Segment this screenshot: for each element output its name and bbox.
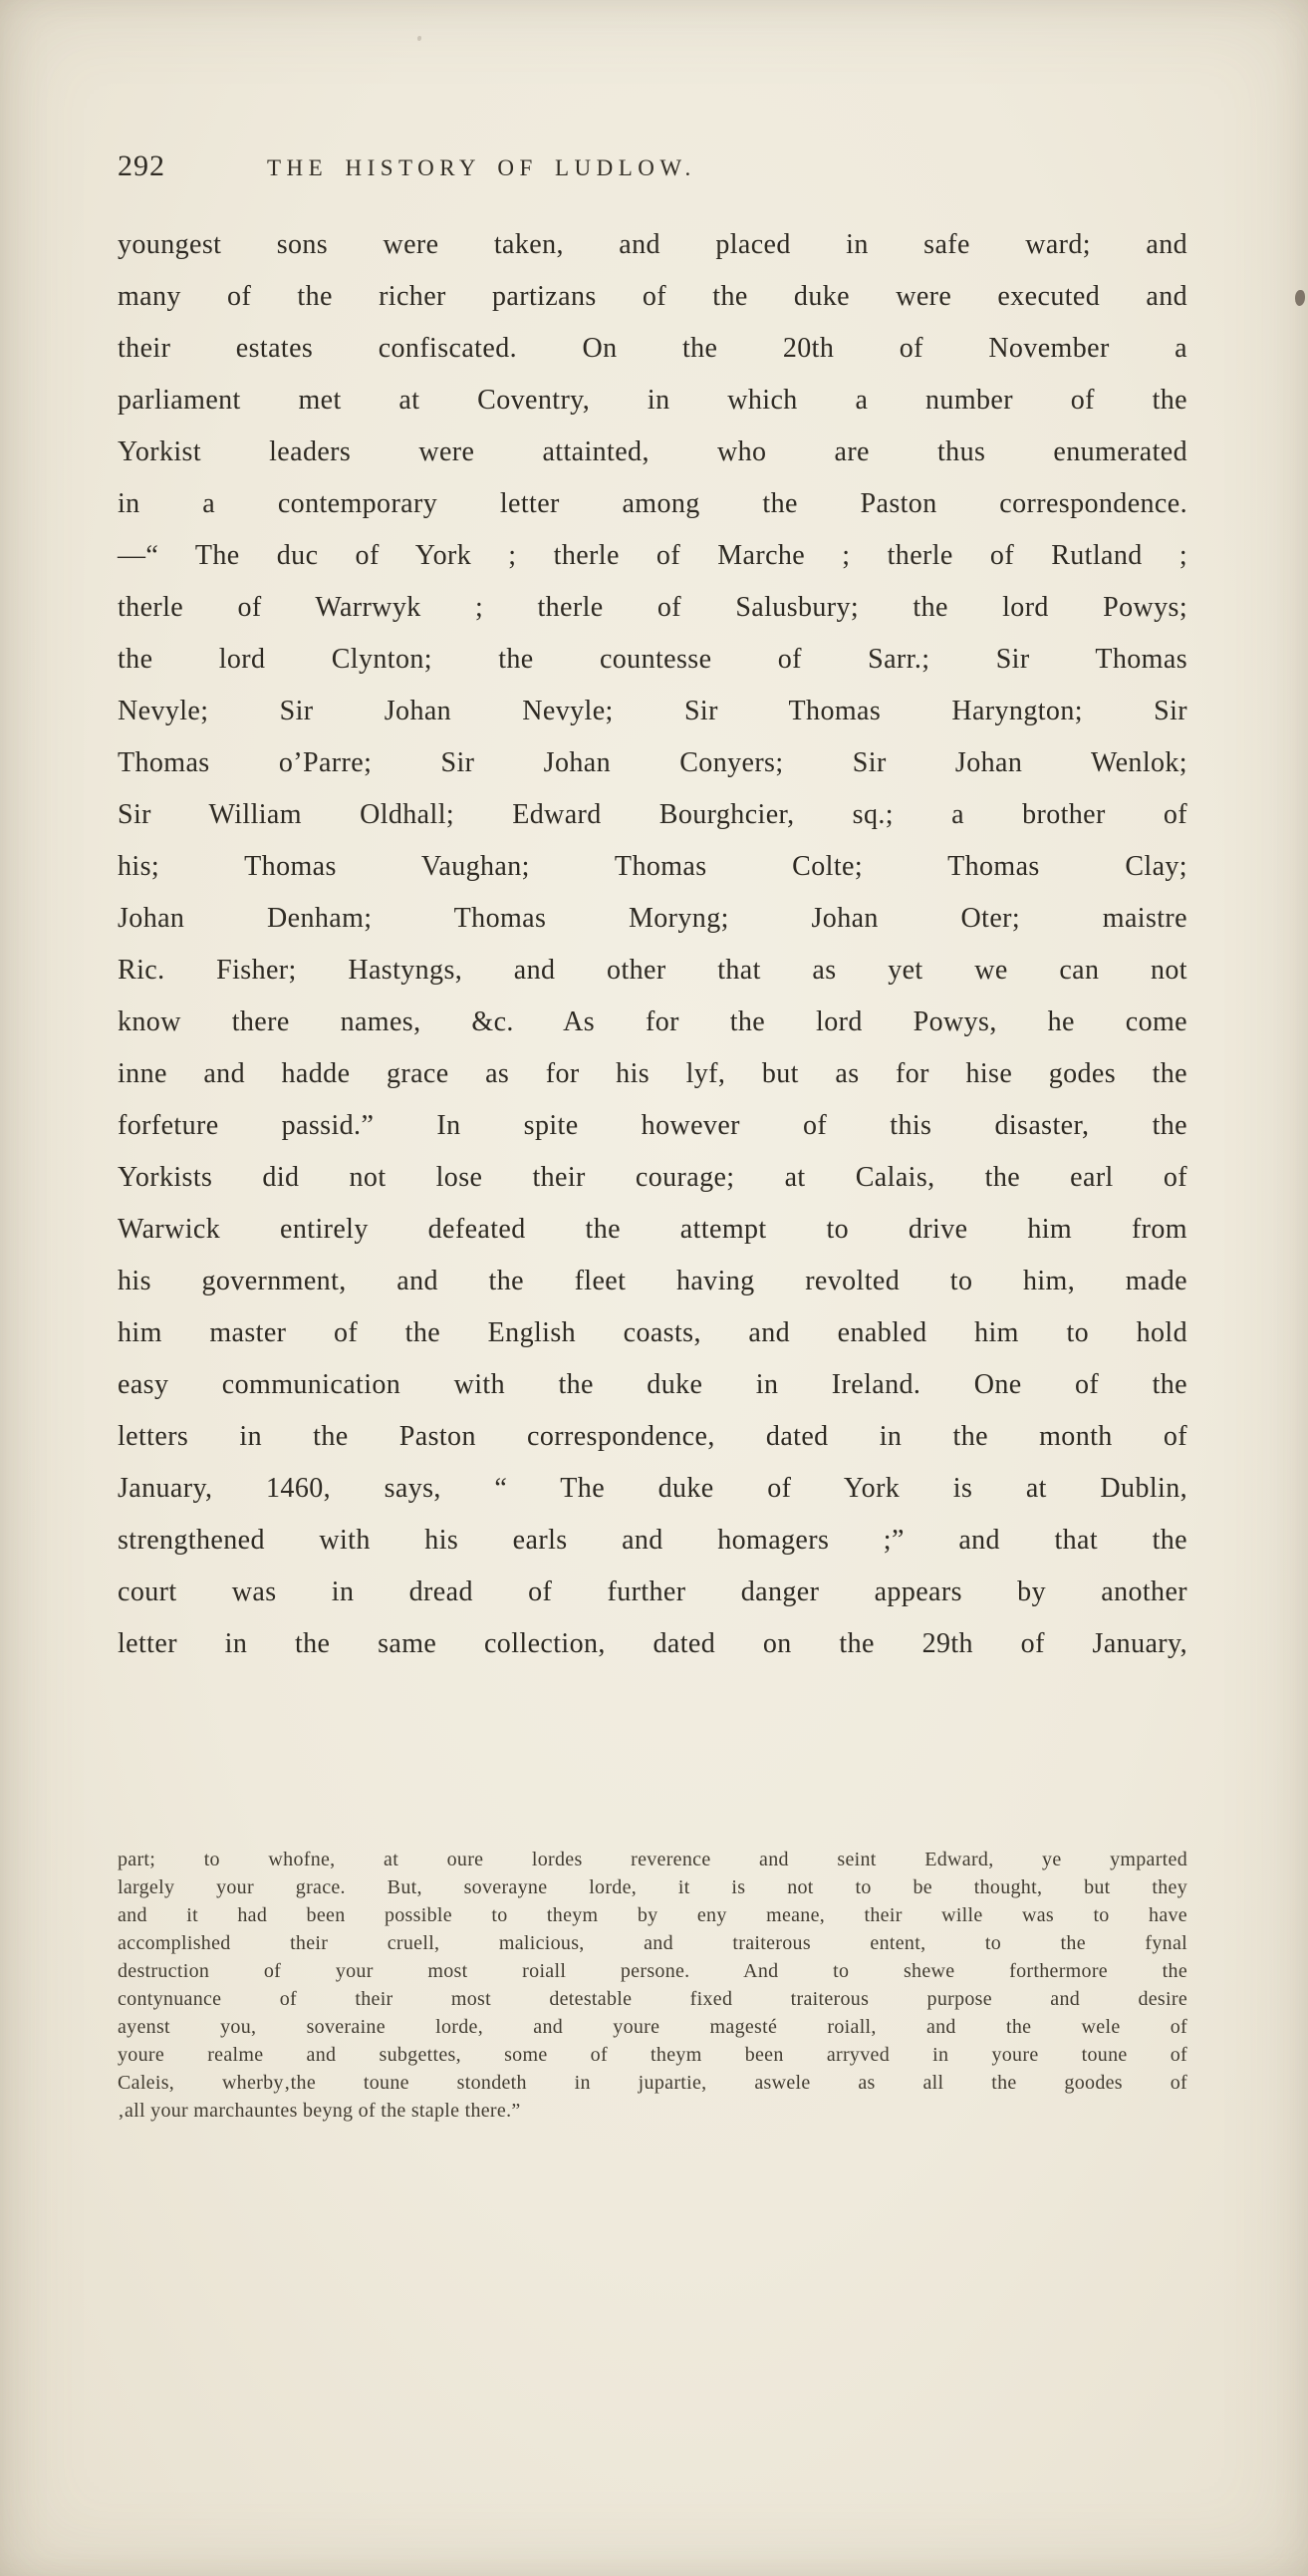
- body-text-line: letter in the same collection, dated on the 29th of January,: [118, 1628, 1187, 1659]
- page-header: [118, 149, 1187, 193]
- footnote-line: ‚all your marchauntes beyng of the staple there.”: [118, 2100, 521, 2122]
- body-text-line: Yorkists did not lose their courage; at Calais, the earl of: [118, 1162, 1187, 1193]
- body-text-line: —“ The duc of York ; therle of Marche ; therle of Rutland ;: [118, 540, 1187, 571]
- body-text-line: Warwick entirely defeated the attempt to drive him from: [118, 1214, 1187, 1245]
- body-text-line: the lord Clynton; the countesse of Sarr.; Sir Thomas: [118, 644, 1187, 675]
- body-text-line: his government, and the fleet having revolted to him, made: [118, 1266, 1187, 1296]
- body-text-line: court was in dread of further danger appears by another: [118, 1576, 1187, 1607]
- footnote-line: destruction of your most roiall persone. And to shewe forthermore the: [118, 1960, 1187, 1982]
- scan-speck: [1295, 290, 1305, 306]
- page-number: 292: [118, 149, 165, 182]
- body-text-line: many of the richer partizans of the duke were executed and: [118, 281, 1187, 312]
- footnote-line: Caleis, wherby‚the toune stondeth in jupartie, aswele as all the goodes of: [118, 2072, 1187, 2094]
- body-text-line: Johan Denham; Thomas Moryng; Johan Oter; maistre: [118, 903, 1187, 934]
- body-text-line: parliament met at Coventry, in which a number of the: [118, 385, 1187, 416]
- body-text-line: Sir William Oldhall; Edward Bourghcier, sq.; a brother of: [118, 799, 1187, 830]
- body-text-line: Thomas o’Parre; Sir Johan Conyers; Sir Johan Wenlok;: [118, 747, 1187, 778]
- footnote: [118, 1846, 1187, 2125]
- body-text-line: his; Thomas Vaughan; Thomas Colte; Thomas Clay;: [118, 851, 1187, 882]
- footnote-line: youre realme and subgettes, some of theym been arryved in youre toune of: [118, 2044, 1187, 2066]
- body-text-line: inne and hadde grace as for his lyf, but as for hise godes the: [118, 1058, 1187, 1089]
- footnote-line: part; to whofne, at oure lordes reverence and seint Edward, ye ymparted: [118, 1849, 1187, 1870]
- body-text-line: youngest sons were taken, and placed in safe ward; and: [118, 229, 1187, 260]
- body-text-line: know there names, &c. As for the lord Powys, he come: [118, 1006, 1187, 1037]
- running-title: THE HISTORY OF LUDLOW.: [267, 155, 696, 180]
- body-text-line: their estates confiscated. On the 20th of November a: [118, 333, 1187, 364]
- body-text-line: Ric. Fisher; Hastyngs, and other that as yet we can not: [118, 955, 1187, 986]
- body-text-line: letters in the Paston correspondence, dated in the month of: [118, 1421, 1187, 1452]
- body-text-line: January, 1460, says, “ The duke of York is at Dublin,: [118, 1473, 1187, 1504]
- scan-speck: [417, 36, 421, 41]
- footnote-line: accomplished their cruell, malicious, and traiterous entent, to the fynal: [118, 1932, 1187, 1954]
- body-text-line: Yorkist leaders were attainted, who are thus enumerated: [118, 436, 1187, 467]
- body-text-line: him master of the English coasts, and enabled him to hold: [118, 1317, 1187, 1348]
- type-area: [118, 149, 1187, 2125]
- body-text: [118, 219, 1187, 1670]
- footnote-line: largely your grace. But, soverayne lorde, it is not to be thought, but they: [118, 1876, 1187, 1898]
- body-text-line: easy communication with the duke in Ireland. One of the: [118, 1369, 1187, 1400]
- footnote-line: and it had been possible to theym by eny meane, their wille was to have: [118, 1904, 1187, 1926]
- body-text-line: forfeture passid.” In spite however of this disaster, the: [118, 1110, 1187, 1141]
- footnote-line: ayenst you, soveraine lorde, and youre magesté roiall, and the wele of: [118, 2016, 1187, 2038]
- footnote-line: contynuance of their most detestable fixed traiterous purpose and desire: [118, 1988, 1187, 2010]
- body-text-line: strengthened with his earls and homagers ;” and that the: [118, 1525, 1187, 1556]
- body-text-line: therle of Warrwyk ; therle of Salusbury; the lord Powys;: [118, 592, 1187, 623]
- body-text-line: in a contemporary letter among the Paston correspondence.: [118, 488, 1187, 519]
- body-text-line: Nevyle; Sir Johan Nevyle; Sir Thomas Haryngton; Sir: [118, 696, 1187, 726]
